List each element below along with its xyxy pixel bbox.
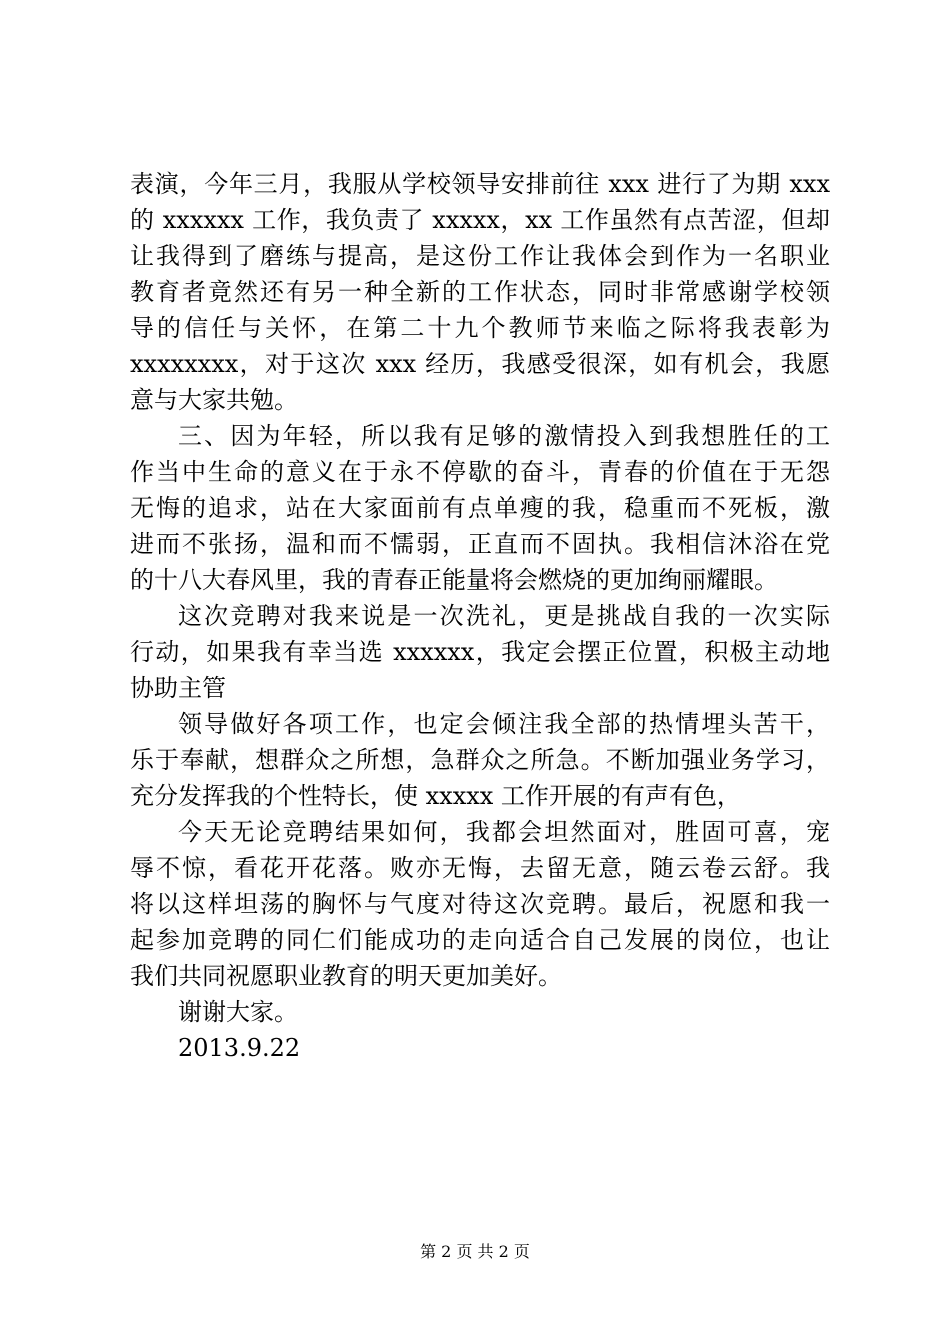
text-line: 行动，如果我有幸当选 xxxxxx，我定会摆正位置，积极主动地 (130, 638, 830, 666)
text-line: 充分发挥我的个性特长，使 xxxxx 工作开展的有声有色， (130, 782, 741, 810)
text-line: 作当中生命的意义在于永不停歇的奋斗，青春的价值在于无怨 (130, 458, 830, 486)
text-line: 导的信任与关怀，在第二十九个教师节来临之际将我表彰为 (130, 314, 830, 342)
text-line: 三、因为年轻，所以我有足够的激情投入到我想胜任的工 (178, 422, 830, 450)
text-line: 进而不张扬，温和而不懦弱，正直而不固执。我相信沐浴在党 (130, 530, 830, 558)
text-line: 的十八大春风里，我的青春正能量将会燃烧的更加绚丽耀眼。 (130, 566, 778, 594)
text-line: 2013.9.22 (178, 1034, 301, 1062)
text-line: 让我得到了磨练与提高，是这份工作让我体会到作为一名职业 (130, 242, 830, 270)
text-line: 教育者竟然还有另一种全新的工作状态，同时非常感谢学校领 (130, 278, 830, 306)
text-line: 协助主管 (130, 674, 226, 702)
text-line: 乐于奉献，想群众之所想，急群众之所急。不断加强业务学习， (130, 746, 830, 774)
text-line: 无悔的追求，站在大家面前有点单瘦的我，稳重而不死板，激 (130, 494, 830, 522)
text-line: 表演，今年三月，我服从学校领导安排前往 xxx 进行了为期 xxx (130, 170, 830, 198)
text-line: 意与大家共勉。 (130, 386, 298, 414)
text-line: 今天无论竞聘结果如何，我都会坦然面对，胜固可喜，宠 (178, 818, 830, 846)
page-footer: 第 2 页 共 2 页 (420, 1242, 530, 1261)
text-line: 我们共同祝愿职业教育的明天更加美好。 (130, 962, 562, 990)
text-line: 这次竞聘对我来说是一次洗礼，更是挑战自我的一次实际 (178, 602, 830, 630)
text-line: 的 xxxxxx 工作，我负责了 xxxxx，xx 工作虽然有点苦涩，但却 (130, 206, 830, 234)
text-line: 将以这样坦荡的胸怀与气度对待这次竞聘。最后，祝愿和我一 (130, 890, 830, 918)
text-line: 起参加竞聘的同仁们能成功的走向适合自己发展的岗位，也让 (130, 926, 830, 954)
body-text (130, 166, 830, 1066)
text-line: xxxxxxxx，对于这次 xxx 经历，我感受很深，如有机会，我愿 (130, 350, 830, 378)
text-line: 谢谢大家。 (178, 998, 298, 1026)
text-line: 辱不惊，看花开花落。败亦无悔，去留无意，随云卷云舒。我 (130, 854, 830, 882)
text-line: 领导做好各项工作，也定会倾注我全部的热情埋头苦干， (178, 710, 830, 738)
